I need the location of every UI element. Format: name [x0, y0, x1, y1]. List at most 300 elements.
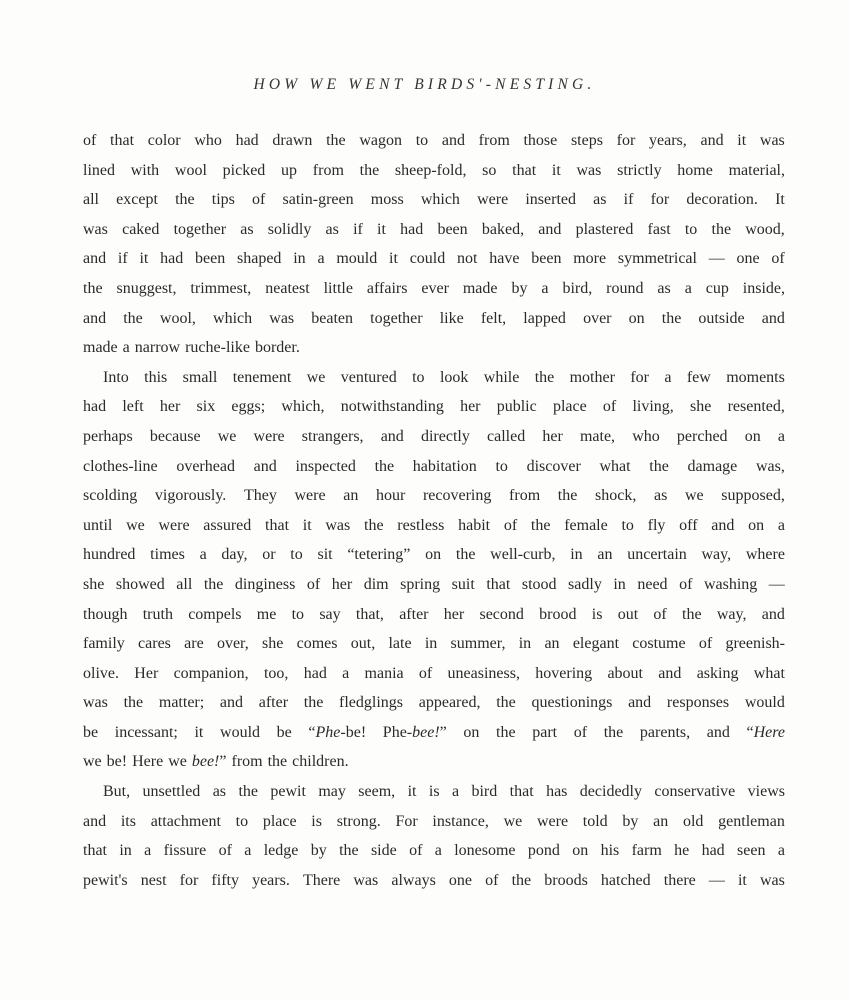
word: was — [759, 132, 785, 149]
word: ledge — [263, 842, 299, 860]
word: after — [258, 694, 289, 712]
word: the — [374, 457, 395, 475]
word: responses — [666, 694, 730, 712]
word: over, — [216, 635, 249, 653]
word: dim — [363, 575, 389, 593]
word: a — [451, 783, 460, 801]
word: were — [158, 516, 190, 534]
word: except — [116, 191, 158, 209]
word: beaten — [311, 309, 354, 327]
word: female — [564, 516, 608, 534]
word: the — [682, 605, 702, 623]
word: affairs — [366, 279, 408, 297]
word: a — [342, 664, 350, 682]
word: we — [684, 487, 704, 505]
word: one — [448, 871, 473, 889]
word: the — [238, 783, 258, 801]
word: of — [485, 871, 499, 889]
word: years. — [252, 871, 290, 889]
word: bird — [471, 783, 498, 801]
word: the — [455, 546, 476, 564]
word: is — [428, 783, 440, 801]
word: the — [364, 516, 384, 534]
word: was — [759, 871, 785, 889]
word: strictly — [617, 161, 662, 179]
word: directly — [420, 427, 470, 445]
word: on — [748, 516, 765, 534]
word: family — [83, 635, 125, 653]
word: it — [407, 783, 417, 801]
word: his — [600, 842, 620, 860]
word: questionings — [531, 694, 613, 712]
word: of — [306, 575, 321, 593]
word: was — [83, 220, 108, 238]
word: assured — [203, 516, 252, 534]
word: decoration. — [686, 191, 758, 209]
word: it — [389, 250, 398, 268]
word: and — [83, 250, 107, 268]
word: so — [482, 161, 497, 179]
word: of — [679, 575, 693, 593]
word: round — [606, 279, 644, 297]
word: that — [486, 575, 511, 593]
word: have — [489, 250, 520, 268]
word: made — [462, 279, 498, 297]
word: called — [487, 427, 526, 445]
word: as — [593, 191, 607, 209]
word: on — [425, 546, 442, 564]
word: mould — [336, 250, 378, 268]
word: would — [744, 694, 785, 712]
word: cares — [138, 635, 171, 653]
word: and — [761, 309, 785, 327]
word: always — [391, 871, 436, 889]
word: views — [747, 783, 785, 801]
word: — — [708, 250, 725, 268]
word: hour — [375, 487, 406, 505]
word: were — [253, 427, 285, 445]
word: nest — [140, 871, 167, 889]
word: ever — [421, 279, 449, 297]
text-line — [83, 452, 785, 482]
word: in — [570, 546, 583, 564]
word: perhaps — [83, 427, 133, 445]
word: summer, — [450, 635, 506, 653]
word: like — [439, 309, 464, 327]
word: sit — [317, 546, 333, 564]
word: it — [377, 220, 386, 238]
word: day, — [221, 546, 248, 564]
word: Here — [132, 753, 164, 771]
word: in — [424, 635, 438, 653]
word: — — [708, 871, 725, 889]
text-line — [83, 540, 785, 570]
word: shock, — [595, 487, 637, 505]
word: a — [684, 279, 692, 297]
word: of — [698, 635, 713, 653]
word: too, — [263, 664, 289, 682]
word: compels — [188, 605, 242, 623]
word: inside, — [742, 279, 785, 297]
word: that, — [355, 605, 384, 623]
text-line — [83, 570, 785, 600]
word: to — [621, 516, 634, 534]
word: the — [661, 309, 682, 327]
word: a — [199, 546, 207, 564]
word: those — [523, 132, 558, 149]
text-line — [83, 688, 785, 718]
text-line — [83, 866, 785, 896]
word: uneasiness, — [447, 664, 520, 682]
word: scolding — [83, 487, 138, 505]
word: bee!” — [191, 753, 227, 771]
text-line — [83, 600, 785, 630]
word: had — [160, 250, 184, 268]
word: it — [302, 516, 312, 534]
word: though — [83, 605, 128, 623]
word: a — [777, 842, 785, 860]
word: and — [380, 427, 404, 445]
word: the — [511, 871, 532, 889]
word: pond — [527, 842, 560, 860]
word: pewit — [270, 783, 306, 801]
word: what — [753, 664, 785, 682]
word: be — [83, 723, 99, 741]
word: told — [582, 812, 608, 830]
word: not — [457, 250, 478, 268]
word: side — [370, 842, 397, 860]
word: as — [657, 279, 671, 297]
text-line — [83, 392, 785, 422]
word: what — [599, 457, 631, 475]
word: she — [83, 575, 105, 593]
word: the — [496, 723, 516, 741]
word: “Phe-be! — [308, 723, 367, 741]
word: of — [218, 842, 232, 860]
word: satin-green — [282, 191, 354, 209]
word: with — [130, 161, 160, 179]
word: lonesome — [454, 842, 516, 860]
word: been — [195, 250, 226, 268]
word: of — [409, 842, 423, 860]
word: — — [768, 575, 785, 593]
word: to — [412, 368, 425, 386]
word: seem, — [358, 783, 396, 801]
word: was — [83, 694, 108, 712]
word: fast — [647, 220, 671, 238]
text-line — [83, 126, 785, 156]
word: she — [262, 635, 284, 653]
word: the — [175, 191, 195, 209]
word: she — [690, 398, 712, 416]
word: gentleman — [718, 812, 785, 830]
word: a — [777, 427, 785, 445]
word: been — [437, 220, 468, 238]
word: perched — [676, 427, 728, 445]
word: if — [353, 220, 363, 238]
word: from — [231, 753, 263, 771]
word: the — [534, 368, 555, 386]
word: ventured — [340, 368, 397, 386]
word: as — [212, 783, 227, 801]
word: an — [544, 635, 560, 653]
word: as — [240, 220, 254, 238]
word: comes — [296, 635, 338, 653]
word: her — [159, 398, 181, 416]
word: was — [576, 161, 602, 179]
word: inspected — [295, 457, 356, 475]
text-line — [83, 718, 785, 748]
word: it — [737, 871, 747, 889]
word: home — [677, 161, 713, 179]
word: border. — [254, 339, 300, 357]
word: strong. — [336, 812, 381, 830]
word: trimmest, — [190, 279, 252, 297]
word: wool — [174, 161, 207, 179]
text-line — [83, 244, 785, 274]
word: had — [235, 132, 259, 149]
word: the — [267, 753, 288, 771]
word: if — [117, 250, 128, 268]
word: her — [542, 427, 563, 445]
word: the — [303, 694, 324, 712]
word: way, — [716, 605, 747, 623]
word: until — [83, 516, 113, 534]
word: tenement — [232, 368, 292, 386]
word: and — [83, 309, 107, 327]
word: need — [637, 575, 668, 593]
text-line — [83, 363, 785, 393]
word: cup — [705, 279, 729, 297]
word: of — [503, 516, 518, 534]
word: by — [310, 842, 327, 860]
word: lined — [83, 161, 115, 179]
word: the — [359, 161, 380, 179]
word: of — [653, 605, 667, 623]
word: dinginess — [234, 575, 296, 593]
text-line — [83, 422, 785, 452]
word: was, — [755, 457, 785, 475]
word: discover — [526, 457, 581, 475]
text-line — [83, 156, 785, 186]
word: supposed, — [721, 487, 785, 505]
word: out — [617, 605, 639, 623]
word: if — [623, 191, 634, 209]
word: times — [150, 546, 185, 564]
word: living, — [632, 398, 674, 416]
word: we — [168, 753, 187, 771]
word: drawn — [272, 132, 313, 149]
word: mother — [569, 368, 615, 386]
word: tips — [211, 191, 235, 209]
word: damage — [687, 457, 738, 475]
word: a — [244, 842, 252, 860]
word: the — [557, 487, 578, 505]
word: to — [415, 132, 429, 149]
word: from — [312, 161, 344, 179]
word: fledglings — [339, 694, 404, 712]
word: “Here — [746, 723, 785, 741]
word: a — [434, 842, 442, 860]
word: They — [243, 487, 277, 505]
word: few — [686, 368, 711, 386]
word: wool, — [159, 309, 196, 327]
word: that — [265, 516, 290, 534]
word: stood — [521, 575, 557, 593]
word: be — [276, 723, 292, 741]
word: and — [538, 220, 562, 238]
word: me — [256, 605, 277, 623]
word: as — [653, 487, 668, 505]
word: this — [144, 368, 168, 386]
word: we — [306, 368, 326, 386]
word: moments — [726, 368, 785, 386]
word: to — [235, 812, 249, 830]
word: say — [319, 605, 341, 623]
word: parents, — [639, 723, 691, 741]
word: look — [439, 368, 469, 386]
running-title: HOW WE WENT BIRDS'-NESTING. — [253, 76, 596, 93]
word: all — [176, 575, 193, 593]
word: asking — [696, 664, 739, 682]
word: appeared, — [418, 694, 481, 712]
word: farm — [631, 842, 662, 860]
word: were — [294, 487, 326, 505]
word: on — [628, 309, 645, 327]
word: which — [213, 309, 253, 327]
word: broods — [544, 871, 588, 889]
word: and — [219, 694, 244, 712]
word: greenish- — [725, 635, 785, 653]
word: plastered — [575, 220, 634, 238]
word: inserted — [525, 191, 576, 209]
word: years, — [649, 132, 687, 149]
word: one — [736, 250, 760, 268]
word: more — [573, 250, 607, 268]
word: moss — [370, 191, 404, 209]
word: mania — [364, 664, 404, 682]
word: was — [325, 516, 351, 534]
word: for — [616, 132, 636, 149]
word: habitation — [412, 457, 477, 475]
word: outside — [698, 309, 745, 327]
word: public — [496, 398, 537, 416]
word: the — [203, 575, 224, 593]
word: to — [290, 546, 303, 564]
text-line — [83, 777, 785, 807]
word: wood, — [745, 220, 785, 238]
text-line — [83, 659, 785, 689]
word: the — [339, 842, 359, 860]
word: attachment — [150, 812, 221, 830]
word: place — [552, 398, 587, 416]
word: had — [701, 842, 725, 860]
word: It — [775, 191, 785, 209]
text-line — [83, 481, 785, 511]
word: caked — [122, 220, 160, 238]
word: There — [302, 871, 341, 889]
word: were — [536, 812, 569, 830]
word: solidly — [267, 220, 312, 238]
word: But, — [103, 783, 131, 801]
word: her — [460, 398, 481, 416]
text-line — [83, 836, 785, 866]
word: way, — [701, 546, 732, 564]
word: where — [745, 546, 785, 564]
word: which, — [281, 398, 325, 416]
word: he — [674, 842, 690, 860]
word: eggs; — [231, 398, 266, 416]
word: by — [622, 812, 639, 830]
word: habit — [458, 516, 491, 534]
word: wagon — [359, 132, 402, 149]
word: that — [83, 842, 107, 860]
word: we — [217, 427, 237, 445]
word: lapped — [523, 309, 566, 327]
word: in — [119, 842, 132, 860]
word: an — [653, 812, 669, 830]
word: part — [532, 723, 558, 741]
word: showed — [115, 575, 165, 593]
word: costume — [632, 635, 686, 653]
word: of — [418, 664, 433, 682]
word: are — [184, 635, 204, 653]
word: on — [744, 427, 761, 445]
word: a — [541, 279, 549, 297]
word: notwithstanding — [340, 398, 444, 416]
word: for — [650, 191, 670, 209]
word: would — [220, 723, 261, 741]
word: in — [518, 635, 532, 653]
word: picked — [222, 161, 266, 179]
word: we — [126, 516, 145, 534]
text-line — [83, 304, 785, 334]
word: ruche-like — [185, 339, 250, 357]
word: who — [194, 132, 222, 149]
word: as — [325, 220, 339, 238]
word: hundred — [83, 546, 136, 564]
word: Into — [103, 368, 129, 386]
word: the — [496, 694, 516, 712]
word: spring — [400, 575, 441, 593]
word: elegant — [572, 635, 620, 653]
word: little — [323, 279, 353, 297]
word: symmetrical — [617, 250, 697, 268]
word: out, — [350, 635, 376, 653]
word: all — [83, 191, 99, 209]
word: for — [179, 871, 199, 889]
word: instance, — [432, 812, 489, 830]
word: decidedly — [579, 783, 642, 801]
text-line — [83, 747, 785, 777]
word: was — [353, 871, 379, 889]
word: in — [613, 575, 626, 593]
word: pewit's — [83, 871, 128, 889]
word: the — [603, 723, 624, 741]
word: the — [326, 132, 346, 149]
word: in — [293, 250, 306, 268]
word: had — [303, 664, 327, 682]
word: we — [503, 812, 523, 830]
word: narrow — [134, 339, 181, 357]
word: off — [679, 516, 698, 534]
word: a — [664, 368, 672, 386]
word: children. — [292, 753, 349, 771]
word: small — [182, 368, 218, 386]
word: to — [291, 605, 305, 623]
word: and — [761, 605, 785, 623]
word: about — [607, 664, 643, 682]
